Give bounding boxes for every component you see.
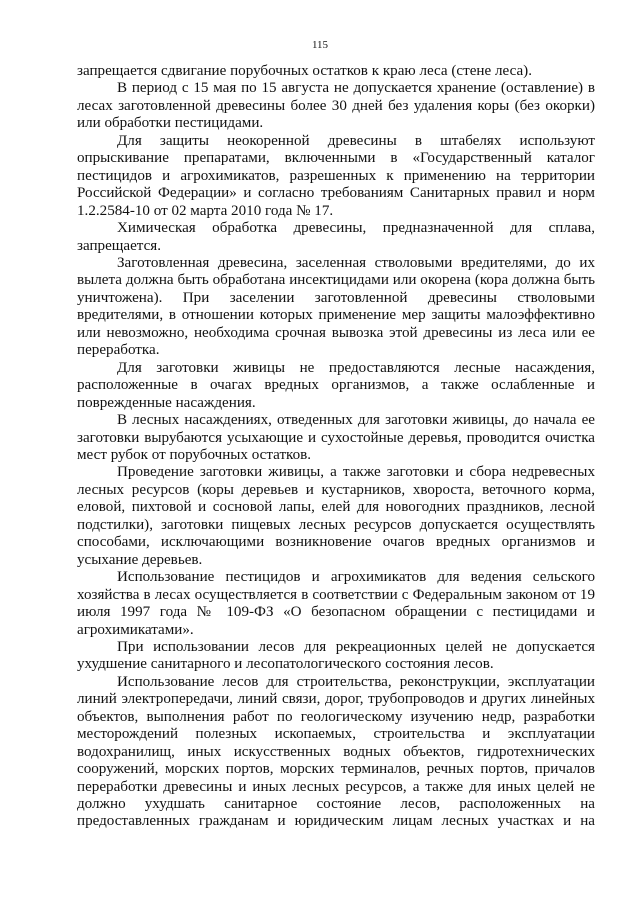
paragraph: Использование лесов для строительства, реконструкции, эксплуатации линий электропередачи, линий связи, дорог, трубопроводов и других линейных объектов, выполнения работ по геологическому изучению недр, разработки месторождений полезных ископаемых, строительства и эксплуатации водохранилищ, иных искусственных водных объектов, гидротехнических сооружений, морских портов, морских терминалов, речных портов, причалов переработки древесины и иных лесных ресурсов, а также для иных целей не должно ухудшать санитарное состояние лесов, расположенных на предоставленных гражданам и юридическим лицам лесных участках и на (77, 673, 595, 830)
paragraph: В лесных насаждениях, отведенных для заготовки живицы, до начала ее заготовки вырубаются усыхающие и сухостойные деревья, проводится очистка мест рубок от порубочных остатков. (77, 412, 595, 463)
paragraph: Для заготовки живицы не предоставляются лесные насаждения, расположенные в очагах вредных организмов, а также ослабленные и поврежденные насаждения. (77, 359, 595, 411)
body-text (77, 63, 595, 831)
paragraph: Заготовленная древесина, заселенная стволовыми вредителями, до их вылета должна быть обработана инсектицидами или окорена (кора должна быть уничтожена). При заселении заготовленной древесины стволовыми вредителями, в отношении которых применение мер защиты малоэффективно или невозможно, необходима срочная вывозка этой древесины из леса или ее переработка. (77, 254, 595, 359)
paragraph: запрещается сдвигание порубочных остатков к краю леса (стене леса). (77, 63, 532, 79)
paragraph: Использование пестицидов и агрохимикатов для ведения сельского хозяйства в лесах осуществляется в соответствии с Федеральным законом от 19 июля 1997 года № 109-ФЗ «О безопасном обращении с пестицидами и агрохимикатами». (77, 569, 595, 638)
paragraph: Для защиты неокоренной древесины в штабелях используют опрыскивание препаратами, включенными в «Государственный каталог пестицидов и агрохимикатов, разрешенных к применению на территории Российской Федерации» и согласно требованиям Санитарных правил и норм 1.2.2584-10 от 02 марта 2010 года № 17. (77, 132, 595, 219)
paragraph: Проведение заготовки живицы, а также заготовки и сбора недревесных лесных ресурсов (коры деревьев и кустарников, хвороста, веточного корма, еловой, пихтовой и сосновой лапы, елей для новогодних праздников, лесной подстилки), заготовки пищевых лесных ресурсов допускается осуществлять способами, исключающими возникновение очагов вредных организмов и усыхание деревьев. (77, 464, 595, 568)
paragraph: Химическая обработка древесины, предназначенной для сплава, запрещается. (77, 220, 595, 254)
page-number: 115 (311, 39, 329, 51)
paragraph: При использовании лесов для рекреационных целей не допускается ухудшение санитарного и лесопатологического состояния лесов. (77, 638, 595, 673)
paragraph: В период с 15 мая по 15 августа не допускается хранение (оставление) в лесах заготовленной древесины более 30 дней без удаления коры (без окорки) или обработки пестицидами. (77, 80, 595, 132)
